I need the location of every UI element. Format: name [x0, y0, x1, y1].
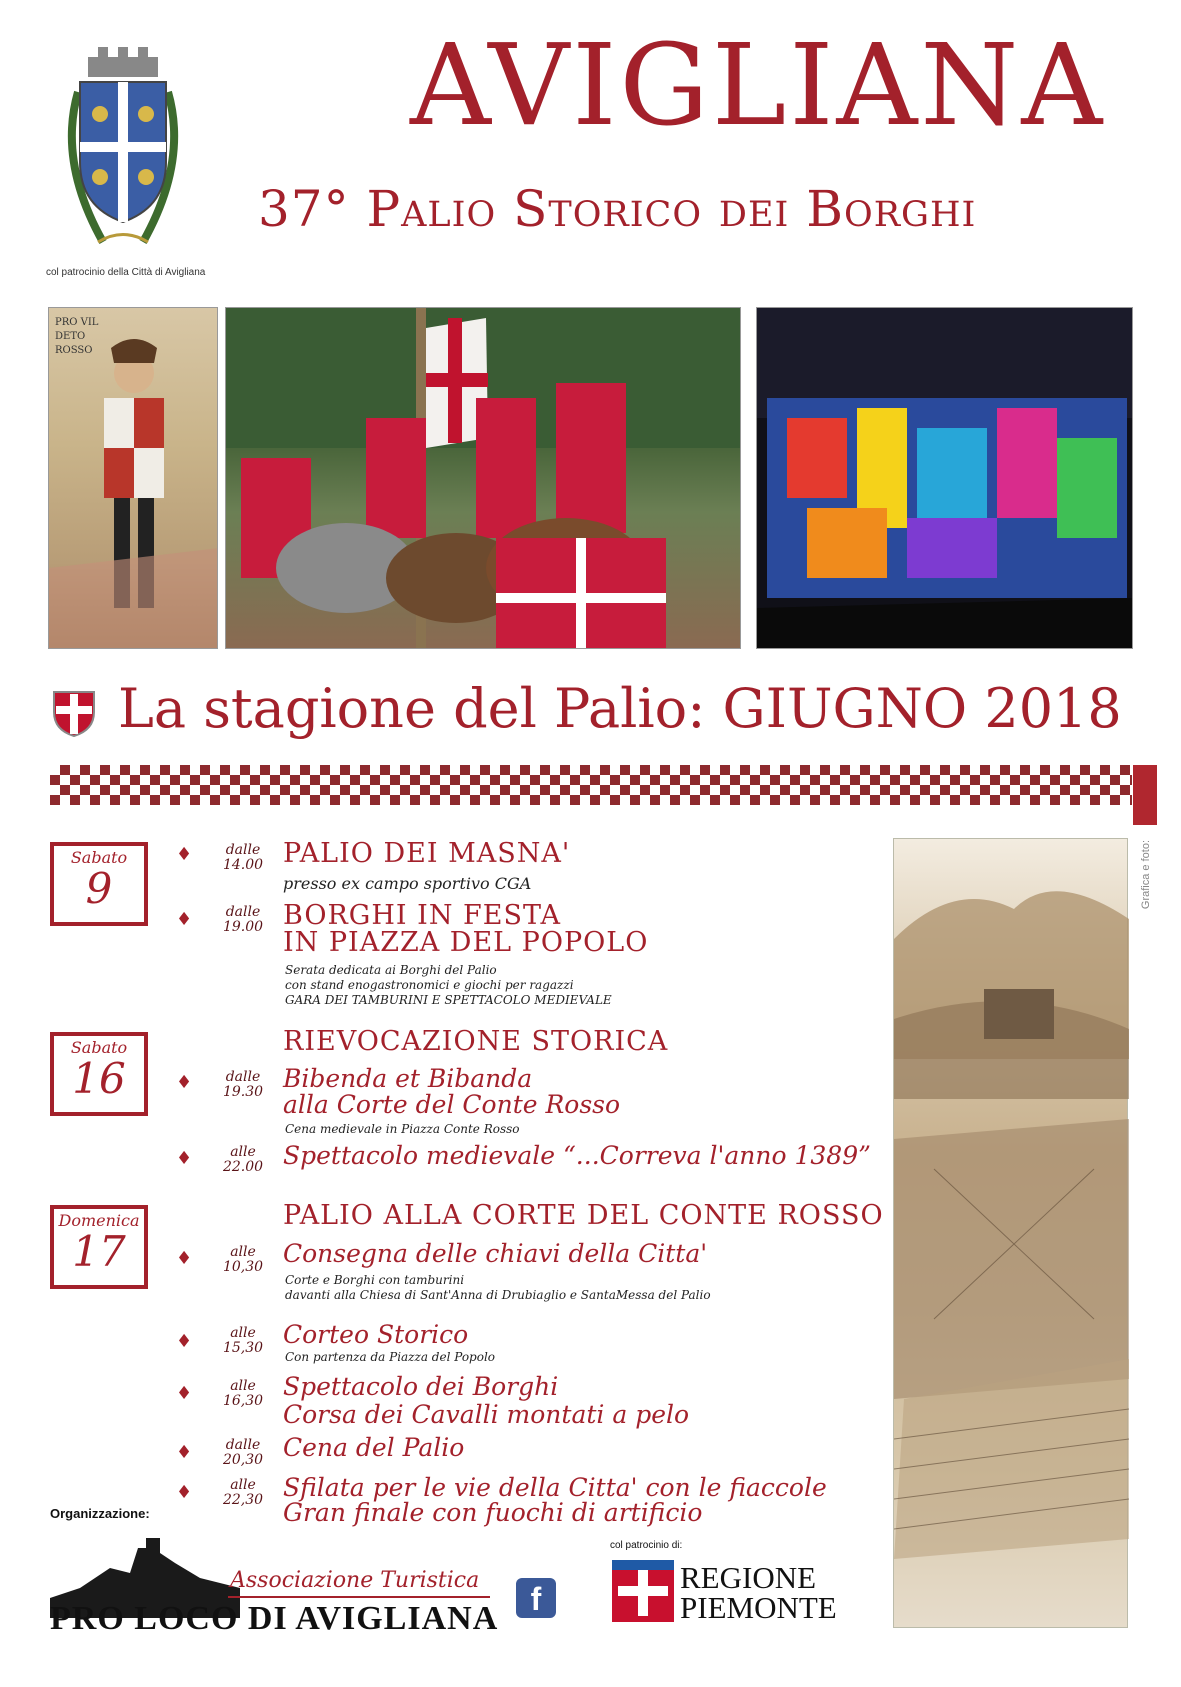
- event-title: Consegna delle chiavi della Citta': [283, 1239, 708, 1268]
- event-title: PALIO DEI MASNA': [283, 838, 571, 869]
- day-heading: PALIO ALLA CORTE DEL CONTE ROSSO: [283, 1200, 884, 1231]
- association-label: Associazione Turistica: [230, 1568, 480, 1593]
- event-time: dalle 19.30: [222, 1069, 264, 1100]
- event-title: Bibenda et Bibanda: [283, 1064, 533, 1093]
- savoy-shield-icon: [52, 688, 96, 738]
- event-time: alle 10,30: [222, 1244, 264, 1275]
- event-note: GARA DEI TAMBURINI E SPETTACOLO MEDIEVALE: [285, 993, 612, 1007]
- avigliana-crest-logo: [48, 42, 198, 262]
- facebook-icon[interactable]: f: [516, 1578, 556, 1618]
- date-box-9: [50, 842, 148, 926]
- region-name: [680, 1560, 837, 1625]
- event-title-line2: IN PIAZZA DEL POPOLO: [283, 927, 649, 958]
- event-note: con stand enogastronomici e giochi per ragazzi: [285, 978, 574, 992]
- event-note: Corte e Borghi con tamburini: [285, 1273, 465, 1287]
- event-time: dalle 19.00: [222, 904, 264, 935]
- divider: [228, 1596, 490, 1598]
- diamond-icon: ♦: [176, 844, 193, 865]
- diamond-icon: ♦: [176, 909, 193, 930]
- event-time: alle 22.00: [222, 1144, 264, 1175]
- diamond-icon: ♦: [176, 1148, 193, 1169]
- organization-label: Organizzazione:: [50, 1506, 150, 1521]
- portrait-painting: [48, 307, 218, 649]
- event-time: dalle 14.00: [222, 842, 264, 873]
- season-label: La stagione del Palio: GIUGNO 2018: [118, 677, 1122, 740]
- event-title-line2: alla Corte del Conte Rosso: [283, 1090, 621, 1119]
- diamond-icon: ♦: [176, 1072, 193, 1093]
- event-title: BORGHI IN FESTA: [283, 900, 562, 931]
- knights-on-horses-photo: [225, 307, 741, 649]
- diamond-icon: ♦: [176, 1331, 193, 1352]
- event-subtitle: presso ex campo sportivo CGA: [283, 874, 532, 893]
- page-subtitle: 37° Palio Storico dei Borghi: [258, 180, 977, 238]
- event-note: davanti alla Chiesa di Sant'Anna di Drubiaglio e SantaMessa del Palio: [285, 1288, 711, 1302]
- event-note: Cena medievale in Piazza Conte Rosso: [285, 1122, 520, 1136]
- portrait-caption: PRO VIL DETO ROSSO: [55, 317, 99, 356]
- light-projection-photo: [756, 307, 1133, 649]
- event-time: dalle 20,30: [222, 1437, 264, 1468]
- proloco-name: PRO LOCO DI AVIGLIANA: [50, 1600, 499, 1637]
- day-name: Sabato: [70, 1038, 128, 1057]
- event-time: alle 15,30: [222, 1325, 264, 1356]
- event-note: Con partenza da Piazza del Popolo: [285, 1350, 496, 1364]
- event-title: Spettacolo medievale “...Correva l'anno 1389”: [283, 1141, 871, 1170]
- diamond-icon: ♦: [176, 1248, 193, 1269]
- diamond-icon: ♦: [176, 1383, 193, 1404]
- event-title: Sfilata per le vie della Citta' con le fiaccole: [283, 1473, 827, 1502]
- day-number: 17: [72, 1227, 126, 1276]
- date-box-17: [50, 1205, 148, 1289]
- event-title-line2: Gran finale con fuochi di artificio: [283, 1498, 703, 1527]
- patronage-label: col patrocinio di:: [610, 1540, 683, 1551]
- event-time: alle 22,30: [222, 1477, 264, 1508]
- date-box-16: [50, 1032, 148, 1116]
- event-time: alle 16,30: [222, 1378, 264, 1409]
- day-name: Sabato: [70, 848, 128, 867]
- event-title: Corteo Storico: [283, 1320, 469, 1349]
- diamond-icon: ♦: [176, 1482, 193, 1503]
- diamond-icon: ♦: [176, 1442, 193, 1463]
- event-title-line2: Corsa dei Cavalli montati a pelo: [283, 1400, 690, 1429]
- region-line1: REGIONE: [680, 1560, 817, 1595]
- piemonte-region-logo: [612, 1560, 674, 1622]
- event-title: Cena del Palio: [283, 1433, 465, 1462]
- credit-text: Grafica e foto:: [1140, 840, 1152, 910]
- checkered-divider: [50, 765, 1132, 805]
- event-title: Spettacolo dei Borghi: [283, 1372, 559, 1401]
- event-note: Serata dedicata ai Borghi del Palio: [285, 963, 497, 977]
- season-heading: [52, 677, 1122, 740]
- region-line2: PIEMONTE: [680, 1590, 837, 1625]
- crest-caption: col patrocinio della Città di Avigliana: [46, 267, 206, 278]
- day-name: Domenica: [58, 1211, 140, 1230]
- day-number: 9: [85, 864, 113, 913]
- page-title: AVIGLIANA: [410, 21, 1106, 151]
- day-number: 16: [72, 1054, 126, 1103]
- day-heading: RIEVOCAZIONE STORICA: [283, 1026, 669, 1057]
- historic-town-engraving: [893, 838, 1128, 1628]
- credit-logo: [1133, 765, 1157, 825]
